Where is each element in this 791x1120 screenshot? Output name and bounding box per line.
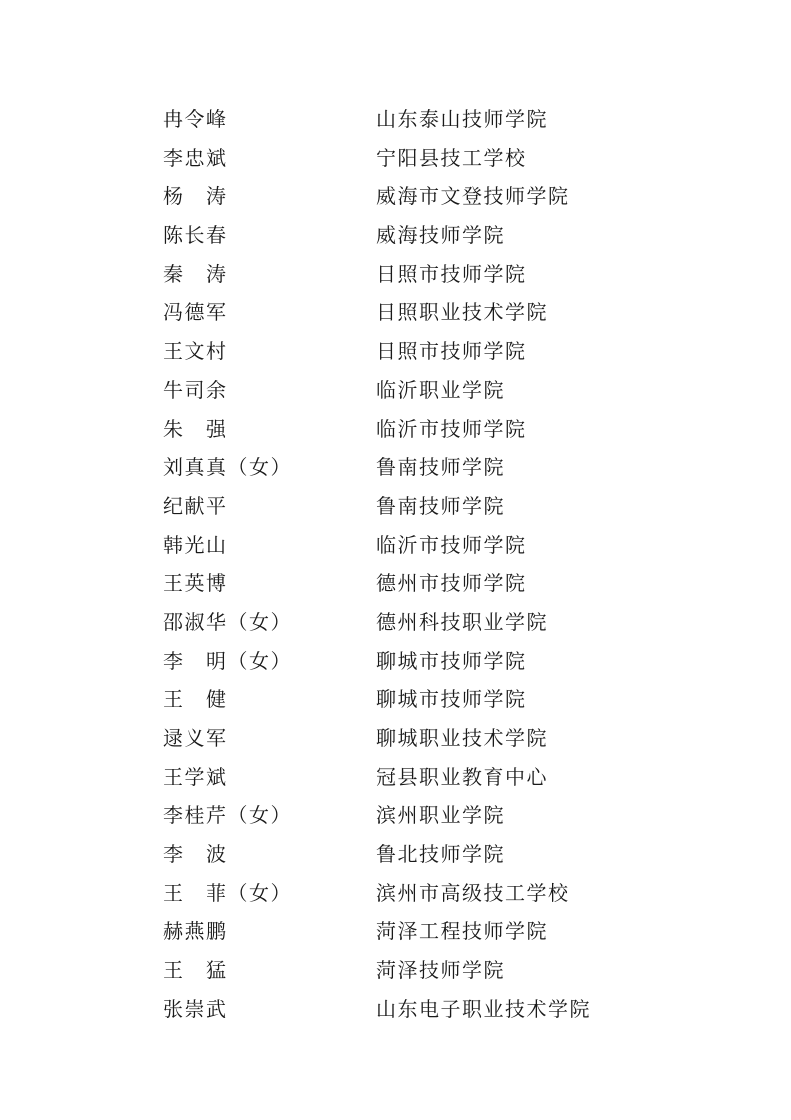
list-item [163,990,723,1029]
person-name: 李桂芹（女） [163,803,292,828]
list-item [163,177,723,216]
institution-name: 威海技师学院 [376,223,505,248]
institution-name: 鲁南技师学院 [376,455,505,480]
list-item [163,680,723,719]
institution-name: 滨州市高级技工学校 [376,880,570,905]
institution-name: 山东电子职业技术学院 [376,996,591,1021]
list-item [163,410,723,449]
list-item [163,874,723,913]
person-name: 王文村 [163,339,228,364]
person-name: 纪献平 [163,493,228,518]
person-name: 冯德军 [163,300,228,325]
institution-name: 临沂市技师学院 [376,532,527,557]
institution-name: 聊城市技师学院 [376,687,527,712]
institution-name: 德州科技职业学院 [376,609,548,634]
list-item [163,100,723,139]
institution-name: 鲁北技师学院 [376,842,505,867]
institution-name: 德州市技师学院 [376,571,527,596]
institution-name: 日照职业技术学院 [376,300,548,325]
institution-name: 菏泽技师学院 [376,958,505,983]
institution-name: 山东泰山技师学院 [376,107,548,131]
list-item [163,642,723,681]
institution-name: 宁阳县技工学校 [376,145,527,170]
person-name: 朱 强 [163,416,228,441]
person-name: 韩光山 [163,532,228,557]
list-item [163,255,723,294]
institution-name: 滨州职业学院 [376,803,505,828]
list-item [163,951,723,990]
institution-name: 冠县职业教育中心 [376,764,548,789]
list-item [163,835,723,874]
list-item [163,216,723,255]
list-item [163,719,723,758]
institution-name: 聊城市技师学院 [376,648,527,673]
list-item [163,448,723,487]
person-name: 王 健 [163,687,228,712]
person-name: 杨 涛 [163,184,228,209]
person-name: 王 菲（女） [163,880,292,905]
person-name: 王英博 [163,571,228,596]
list-item [163,371,723,410]
person-name: 陈长春 [163,223,228,248]
list-item [163,603,723,642]
institution-name: 临沂职业学院 [376,377,505,402]
list-item [163,912,723,951]
person-name: 张崇武 [163,996,228,1021]
person-name: 赫燕鹏 [163,919,228,944]
list-item [163,139,723,178]
person-name: 牛司余 [163,377,228,402]
list-item [163,293,723,332]
person-name: 王 猛 [163,958,228,983]
person-name: 王学斌 [163,764,228,789]
list-item [163,758,723,797]
institution-name: 威海市文登技师学院 [376,184,570,209]
institution-name: 临沂市技师学院 [376,416,527,441]
list-item [163,487,723,526]
institution-name: 日照市技师学院 [376,339,527,364]
person-name: 李忠斌 [163,145,228,170]
list-item [163,796,723,835]
person-name: 逯义军 [163,726,228,750]
list-item [163,564,723,603]
list-item [163,332,723,371]
person-name: 冉令峰 [163,107,228,131]
institution-name: 日照市技师学院 [376,261,527,286]
person-name: 李 明（女） [163,648,292,673]
person-name: 邵淑华（女） [163,609,292,634]
list-item [163,526,723,565]
institution-name: 聊城职业技术学院 [376,726,548,750]
person-name: 刘真真（女） [163,455,292,480]
person-name: 李 波 [163,842,228,867]
person-name: 秦 涛 [163,261,228,286]
institution-name: 鲁南技师学院 [376,493,505,518]
name-list [163,100,723,1029]
institution-name: 菏泽工程技师学院 [376,919,548,944]
